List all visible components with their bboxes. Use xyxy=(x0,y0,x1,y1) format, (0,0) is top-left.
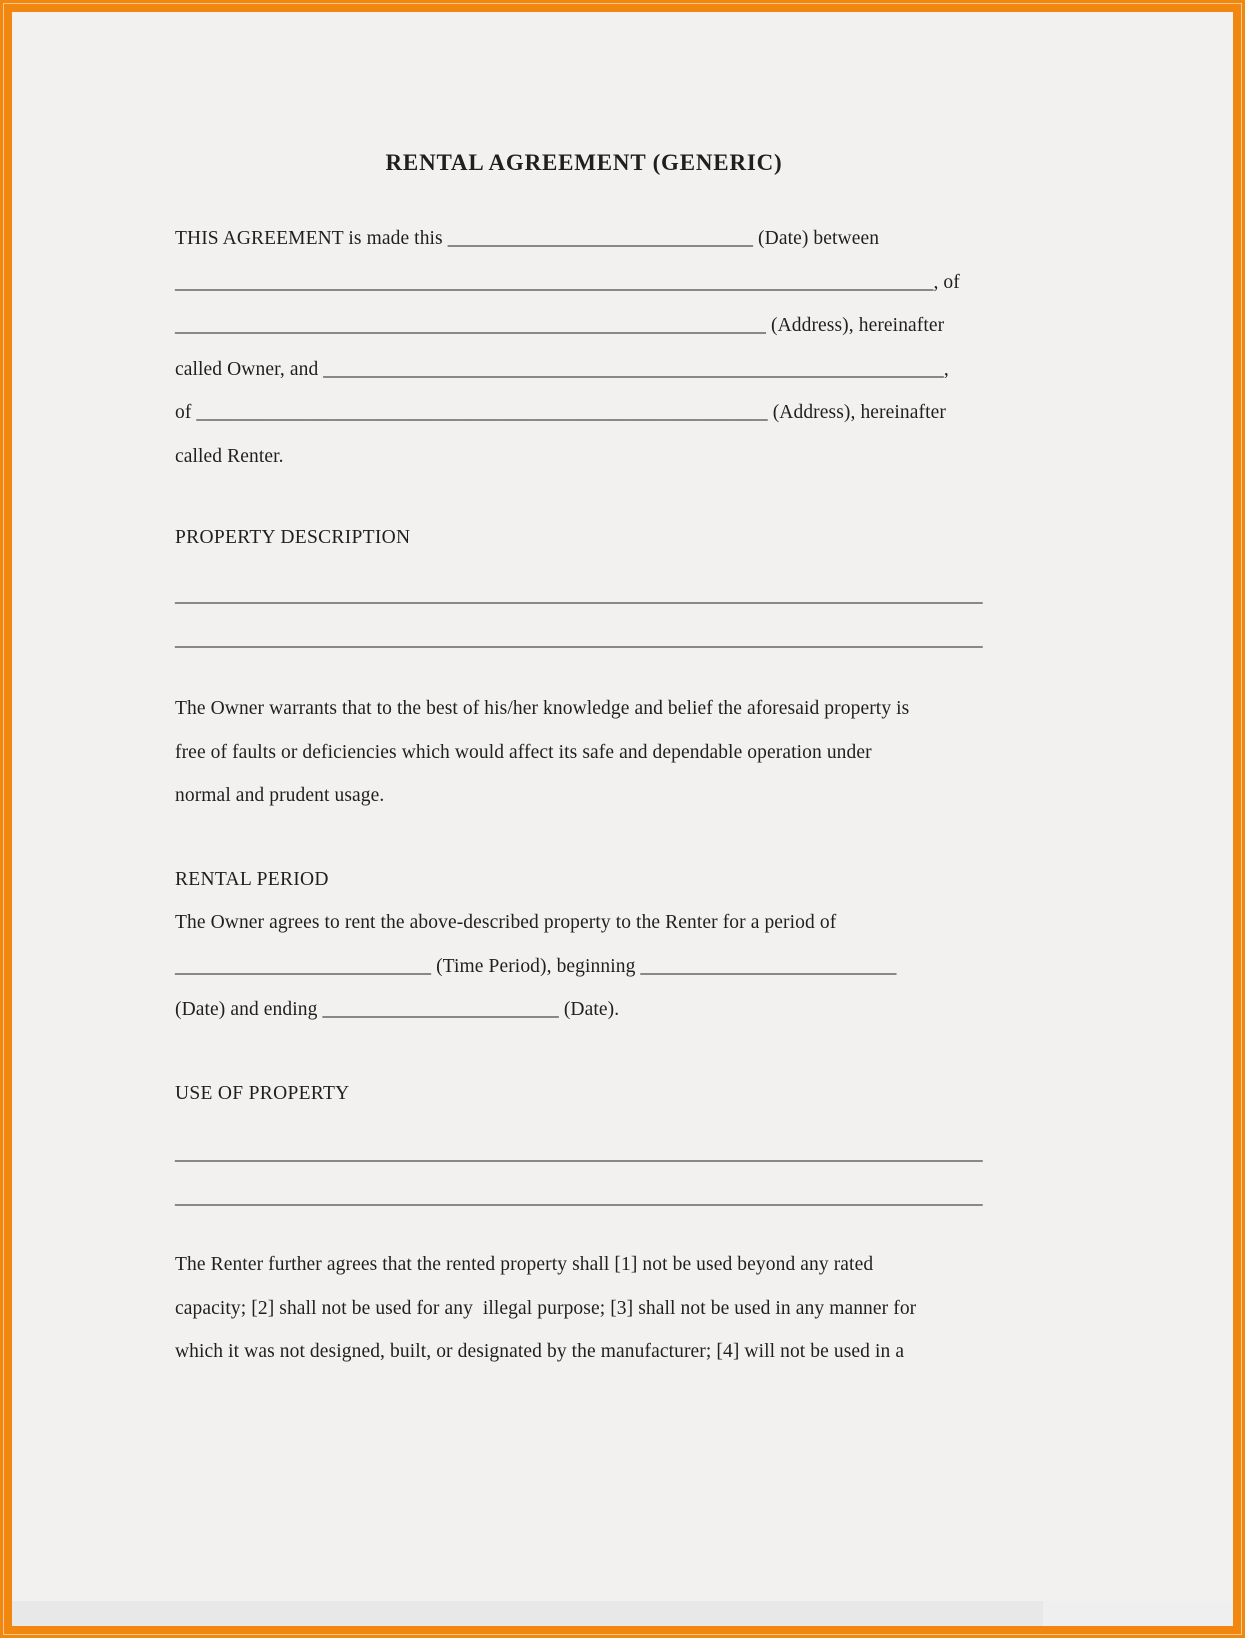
paragraph-line: (Date) and ending ________________________ (Date). xyxy=(175,999,620,1020)
use-of-property-heading xyxy=(175,1072,993,1116)
intro-line: _____________________________________________________________________________, of xyxy=(175,271,960,293)
fill-in-blank-line: __________________________________________________________________________________ xyxy=(175,628,983,650)
paragraph-line: The Owner agrees to rent the above-described property to the Renter for a period of xyxy=(175,912,837,933)
page-bottom-shade-band-right xyxy=(1043,1601,1233,1626)
section-heading-text: USE OF PROPERTY xyxy=(175,1083,350,1104)
paragraph-line: __________________________ (Time Period), beginning __________________________ xyxy=(175,955,897,977)
rental-period-paragraph xyxy=(175,901,993,1032)
page-bottom-shade-band xyxy=(12,1601,1233,1626)
paragraph-line: which it was not designed, built, or designated by the manufacturer; [4] will not be used in a xyxy=(175,1341,905,1362)
intro-paragraph xyxy=(175,217,993,478)
intro-line: ____________________________________________________________ (Address), hereinafter xyxy=(175,315,945,336)
fill-in-blank-line: __________________________________________________________________________________ xyxy=(175,1143,983,1164)
paragraph-line: free of faults or deficiencies which would affect its safe and dependable operation under xyxy=(175,741,872,763)
property-description-blanks xyxy=(175,574,993,661)
intro-line: of __________________________________________________________ (Address), hereinafter xyxy=(175,402,946,423)
document-title: RENTAL AGREEMENT (GENERIC) xyxy=(385,150,783,175)
use-of-property-blanks xyxy=(175,1132,993,1219)
section-heading-text: RENTAL PERIOD xyxy=(175,869,329,890)
rental-period-heading xyxy=(175,858,993,902)
fill-in-blank-line: __________________________________________________________________________________ xyxy=(175,585,983,606)
property-description-heading xyxy=(175,516,993,560)
intro-line: called Renter. xyxy=(175,445,284,467)
paragraph-line: normal and prudent usage. xyxy=(175,785,385,806)
renter-agreement-paragraph xyxy=(175,1243,993,1374)
owner-warranty-paragraph xyxy=(175,687,993,818)
intro-line: called Owner, and _______________________________________________________________, xyxy=(175,358,949,380)
paragraph-line: The Renter further agrees that the rented property shall [1] not be used beyond any rated xyxy=(175,1254,874,1275)
paragraph-line: capacity; [2] shall not be used for any illegal purpose; [3] shall not be used in any manner for xyxy=(175,1297,917,1319)
intro-line: THIS AGREEMENT is made this _______________________________ (Date) between xyxy=(175,228,880,249)
paragraph-line: The Owner warrants that to the best of his/her knowledge and belief the aforesaid property is xyxy=(175,698,910,719)
fill-in-blank-line: __________________________________________________________________________________ xyxy=(175,1186,983,1208)
section-heading-text: PROPERTY DESCRIPTION xyxy=(175,527,411,548)
